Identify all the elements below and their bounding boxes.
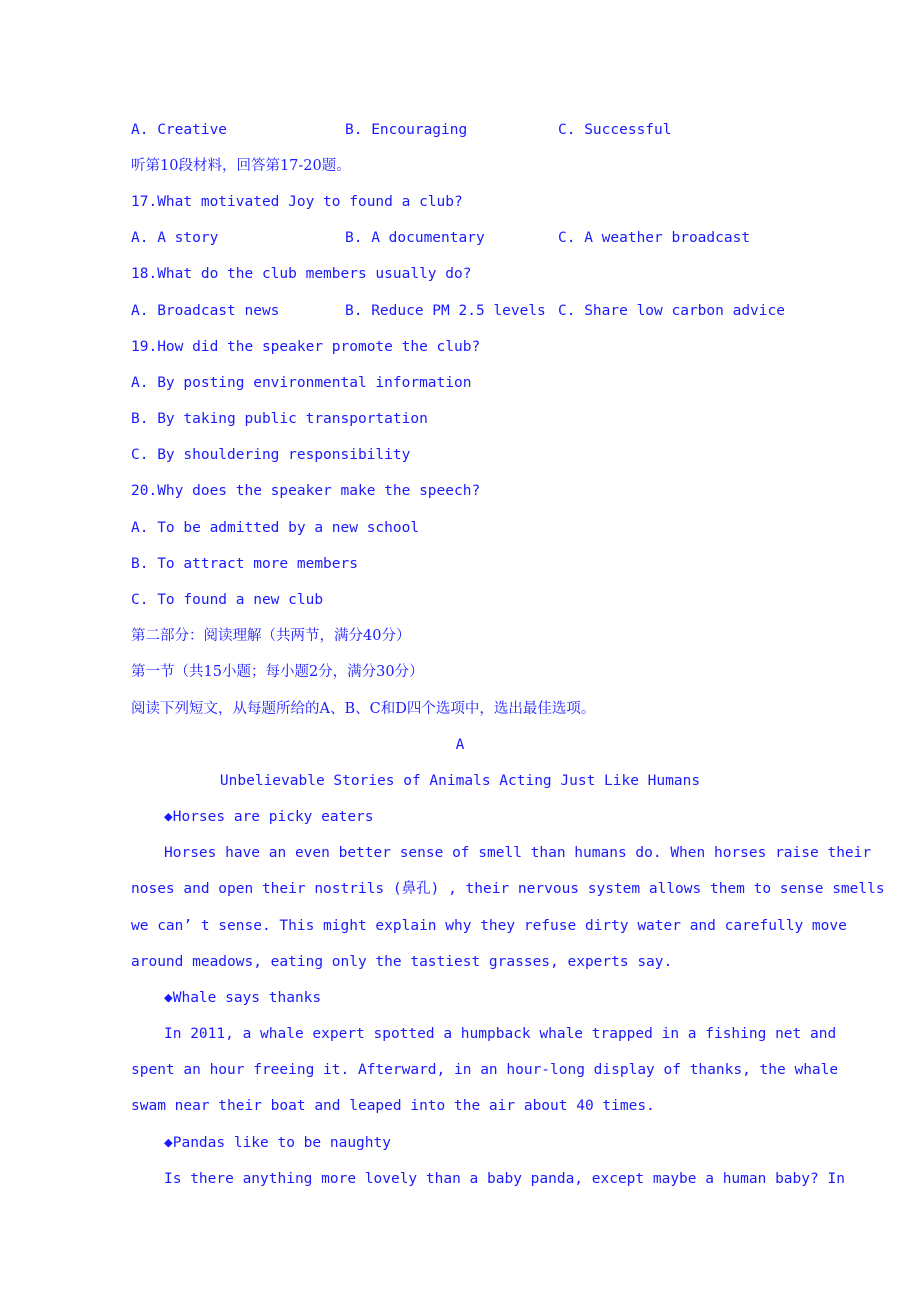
q19-question: 19.How did the speaker promote the club? [131, 339, 481, 355]
q18-options [131, 301, 785, 321]
q18-option-b: B. Reduce PM 2.5 levels [345, 303, 546, 319]
passage-title: Unbelievable Stories of Animals Acting Just Like Humans [219, 773, 701, 789]
paragraph-line: swam near their boat and leaped into the air about 40 times. [131, 1098, 655, 1114]
q17-option-b: B. A documentary [345, 230, 485, 246]
paragraph-line: around meadows, eating only the tastiest grasses, experts say. [131, 954, 673, 970]
q17-option-c: C. A weather broadcast [558, 230, 751, 246]
section10-instruction: 听第10段材料，回答第17-20题。 [131, 158, 351, 174]
section-heading-horses: ◆Horses are picky eaters [164, 809, 374, 825]
section-heading-pandas: ◆Pandas like to be naughty [164, 1135, 391, 1151]
q16-option-c: C. Successful [558, 122, 672, 138]
section1-heading: 第一节（共15小题；每小题2分，满分30分） [131, 664, 424, 680]
q19-option-c: C. By shouldering responsibility [131, 447, 411, 463]
q18-option-c: C. Share low carbon advice [558, 303, 785, 319]
q16-options [131, 120, 672, 140]
paragraph-line: Is there anything more lovely than a baby panda, except maybe a human baby? In [164, 1171, 845, 1187]
q16-option-a: A. Creative [131, 122, 228, 138]
section-heading-whale: ◆Whale says thanks [164, 990, 322, 1006]
q18-option-a: A. Broadcast news [131, 303, 280, 319]
q20-option-c: C. To found a new club [131, 592, 324, 608]
q18-question: 18.What do the club members usually do? [131, 266, 472, 282]
q20-option-a: A. To be admitted by a new school [131, 520, 420, 536]
q17-options [131, 228, 751, 248]
part2-heading: 第二部分：阅读理解（共两节，满分40分） [131, 628, 411, 644]
q16-option-b: B. Encouraging [345, 122, 468, 138]
paragraph-line: spent an hour freeing it. Afterward, in an hour-long display of thanks, the whale [131, 1062, 839, 1078]
passage-letter: A [455, 737, 465, 753]
paragraph-line: we can’ t sense. This might explain why they refuse dirty water and carefully move [131, 918, 847, 934]
q20-option-b: B. To attract more members [131, 556, 358, 572]
q17-option-a: A. A story [131, 230, 219, 246]
paragraph-line: Horses have an even better sense of smell than humans do. When horses raise their [164, 845, 872, 861]
q17-question: 17.What motivated Joy to found a club? [131, 194, 463, 210]
paragraph-line: noses and open their nostrils (鼻孔) , their nervous system allows them to sense smells [131, 881, 885, 897]
q19-option-b: B. By taking public transportation [131, 411, 428, 427]
q19-option-a: A. By posting environmental information [131, 375, 472, 391]
paragraph-line: In 2011, a whale expert spotted a humpback whale trapped in a fishing net and [164, 1026, 837, 1042]
reading-instruction: 阅读下列短文，从每题所给的A、B、C和D四个选项中，选出最佳选项。 [131, 701, 596, 717]
q20-question: 20.Why does the speaker make the speech? [131, 483, 481, 499]
